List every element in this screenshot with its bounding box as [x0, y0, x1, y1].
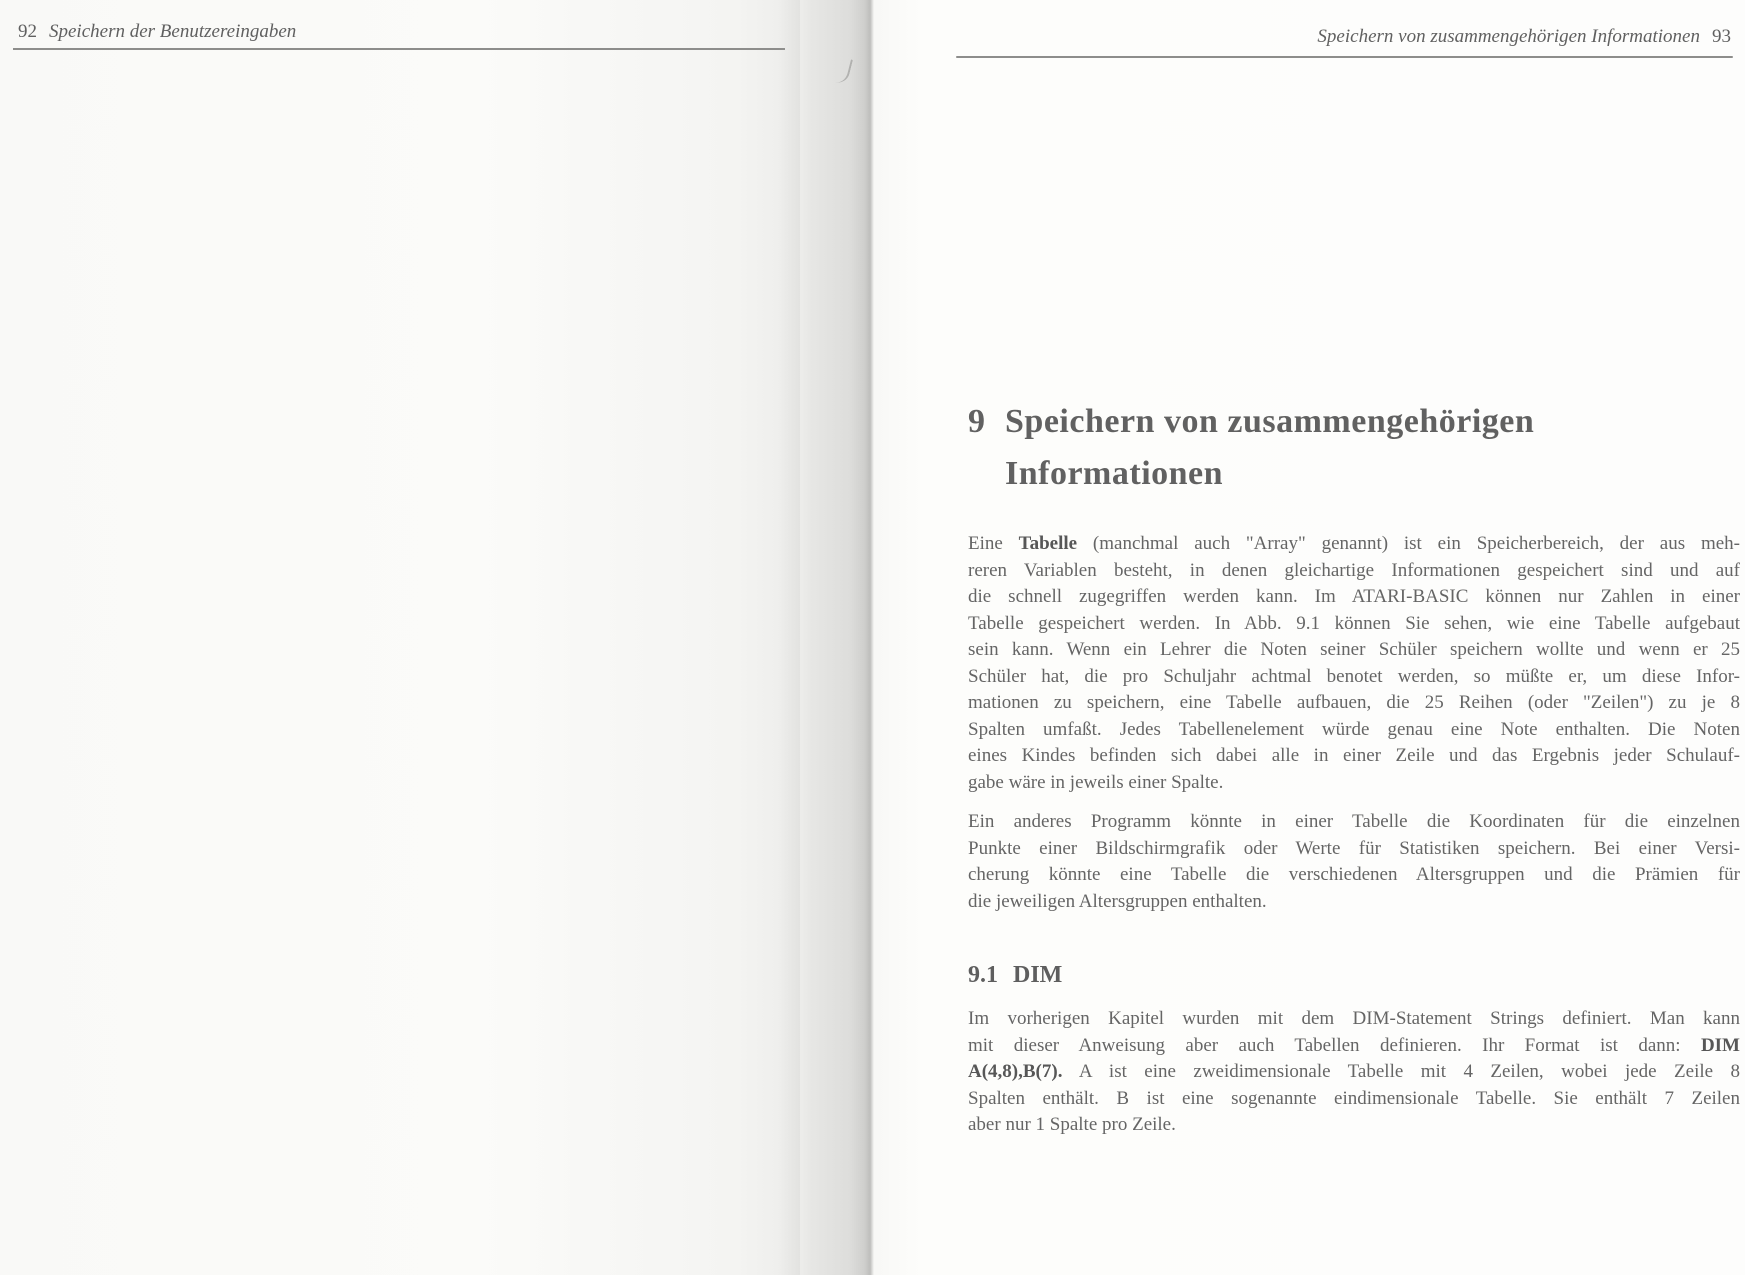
- chapter-heading-line1: [968, 396, 1740, 448]
- chapter-heading: [968, 396, 1740, 500]
- right-page-number: 93: [1712, 26, 1731, 47]
- body-line: gabe wäre in jeweils einer Spalte.: [968, 771, 1224, 793]
- body-line: die schnell zugegriffen werden kann. Im ATARI-BASIC können nur Zahlen in einer: [968, 586, 1740, 607]
- section-title: DIM: [1013, 962, 1063, 988]
- body-line: die jeweiligen Altersgruppen enthalten.: [968, 890, 1267, 912]
- body-line: Eine Tabelle (manchmal auch "Array" genannt) ist ein Speicherbereich, der aus meh-: [968, 533, 1740, 554]
- body-line: Im vorherigen Kapitel wurden mit dem DIM-Statement Strings definiert. Man kann: [968, 1008, 1740, 1029]
- right-running-header: [1317, 26, 1731, 48]
- left-running-header: [18, 21, 296, 43]
- body-line: Spalten umfaßt. Jedes Tabellenelement würde genau eine Note enthalten. Die Noten: [968, 718, 1740, 740]
- left-page-number: 92: [18, 21, 37, 42]
- body-line: cherung könnte eine Tabelle die verschiedenen Altersgruppen und die Prämien für: [968, 864, 1740, 885]
- chapter-number: 9: [968, 403, 986, 440]
- body-line: Ein anderes Programm könnte in einer Tabelle die Koordinaten für die einzelnen: [968, 811, 1740, 832]
- body-line: mationen zu speichern, eine Tabelle aufbauen, die 25 Reihen (oder "Zeilen") zu je 8: [968, 692, 1740, 713]
- paragraph-3: [968, 1006, 1740, 1139]
- body-line: Schüler hat, die pro Schuljahr achtmal benotet werden, so müßte er, um diese Infor-: [968, 665, 1740, 687]
- body-line: Spalten enthält. B ist eine sogenannte eindimensionale Tabelle. Sie enthält 7 Zeilen: [968, 1087, 1740, 1109]
- paragraph-2: [968, 809, 1740, 915]
- right-header-rule: [956, 56, 1733, 58]
- left-header-rule: [13, 48, 785, 50]
- chapter-title-part2: Informationen: [1005, 455, 1224, 492]
- chapter-title-part1: Speichern von zusammengehörigen: [1005, 403, 1535, 440]
- page-gutter-shadow: [778, 0, 874, 1275]
- body-line: aber nur 1 Spalte pro Zeile.: [968, 1114, 1176, 1135]
- left-running-title: Speichern der Benutzereingaben: [49, 21, 297, 42]
- body-line: A(4,8),B(7). A ist eine zweidimensionale Tabelle mit 4 Zeilen, wobei jede Zeile 8: [968, 1061, 1740, 1082]
- body-line: mit dieser Anweisung aber auch Tabellen definieren. Ihr Format ist dann: DIM: [968, 1034, 1740, 1056]
- paragraph-1: [968, 531, 1740, 796]
- body-line: eines Kindes befinden sich dabei alle in einer Zeile und das Ergebnis jeder Schulauf-: [968, 745, 1740, 766]
- body-line: reren Variablen besteht, in denen gleichartige Informationen gespeichert sind und auf: [968, 559, 1740, 581]
- section-heading: [968, 962, 1740, 989]
- body-line: Tabelle gespeichert werden. In Abb. 9.1 können Sie sehen, wie eine Tabelle aufgebaut: [968, 612, 1740, 634]
- body-line: sein kann. Wenn ein Lehrer die Noten seiner Schüler speichern wollte und wenn er 25: [968, 639, 1740, 660]
- section-number: 9.1: [968, 962, 998, 988]
- right-running-title: Speichern von zusammengehörigen Informationen: [1317, 26, 1700, 47]
- left-page: [0, 0, 800, 1275]
- body-line: Punkte einer Bildschirmgrafik oder Werte für Statistiken speichern. Bei einer Versi-: [968, 837, 1740, 859]
